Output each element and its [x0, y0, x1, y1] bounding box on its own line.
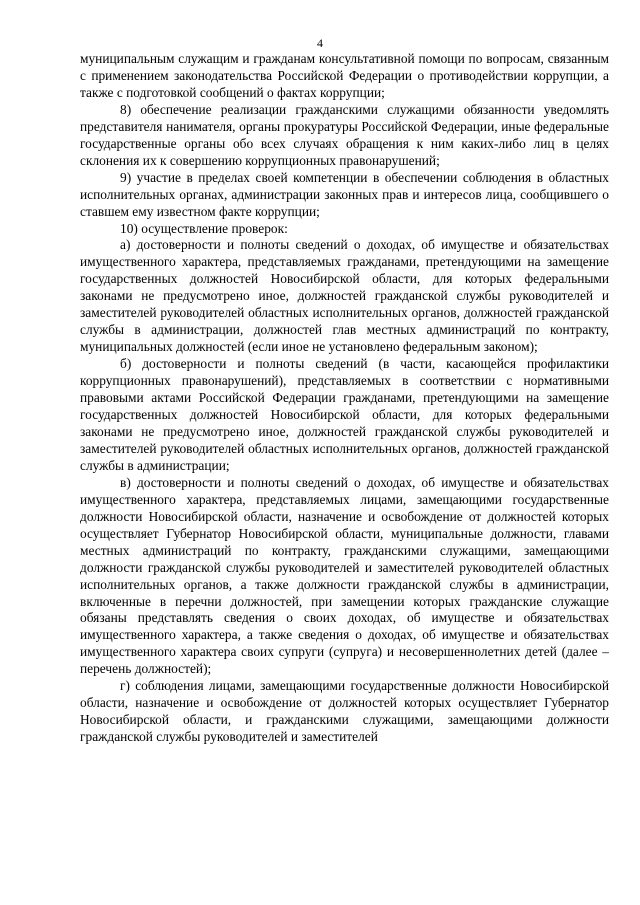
paragraph-subitem-v: в) достоверности и полноты сведений о доходах, об имуществе и обязательствах имущественного характера, представляемых лицами, замещающими государственные должности Новосибирской области, назначение и освобождение от должностей которых осуществляет Губернатор Новосибирской области, муниципальные должности, главами местных администраций по контракту, гражданскими служащими, замещающими должности гражданской службы руководителей и заместителей руководителей областных исполнительных органов, а также должности гражданской службы в администрации, включенные в перечни должностей, при замещении которых гражданские служащие обязаны представлять сведения о своих доходах, об имуществе и обязательствах имущественного характера, а также сведения о доходах, об имуществе и обязательствах имущественного характера своих супруги (супруга) и несовершеннолетних детей (далее – перечень должностей); [80, 474, 609, 677]
paragraph-subitem-g: г) соблюдения лицами, замещающими государственные должности Новосибирской области, назначение и освобождение от должностей которых осуществляет Губернатор Новосибирской области, и гражданскими служащими, замещающими должности гражданской службы руководителей и заместителей [80, 678, 609, 745]
paragraph-subitem-b: б) достоверности и полноты сведений (в части, касающейся профилактики коррупционных правонарушений), представляемых в соответствии с нормативными правовыми актами Российской Федерации гражданами, претендующими на замещение государственных должностей Новосибирской области, для которых федеральными законами не предусмотрено иное, должностей гражданской службы руководителей и заместителей руководителей областных исполнительных органов, должностей гражданской службы в администрации; [80, 356, 609, 473]
document-body [80, 51, 609, 746]
paragraph-item-10: 10) осуществление проверок: [120, 220, 288, 236]
page-number: 4 [317, 36, 323, 50]
paragraph-item-8: 8) обеспечение реализации гражданскими служащими обязанности уведомлять представителя нанимателя, органы прокуратуры Российской Федерации, иные федеральные государственные органы обо всех случаях обращения к ним каких-либо лиц в целях склонения их к совершению коррупционных правонарушений; [80, 101, 609, 168]
paragraph-continuation: муниципальным служащим и гражданам консультативной помощи по вопросам, связанным с применением законодательства Российской Федерации о противодействии коррупции, а также с подготовкой сообщений о фактах коррупции; [80, 51, 609, 100]
paragraph-subitem-a: а) достоверности и полноты сведений о доходах, об имуществе и обязательствах имущественного характера, представляемых гражданами, претендующими на замещение государственных должностей Новосибирской области, для которых федеральными законами не предусмотрено иное, должностей гражданской службы руководителей и заместителей руководителей областных исполнительных органов, должностей гражданской службы в администрации, должностей глав местных администраций по контракту, муниципальных должностей (если иное не установлено федеральным законом); [80, 237, 609, 355]
paragraph-item-9: 9) участие в пределах своей компетенции в обеспечении соблюдения в областных исполнительных органах, администрации законных прав и интересов лица, сообщившего о ставшем ему известном факте коррупции; [80, 169, 609, 219]
